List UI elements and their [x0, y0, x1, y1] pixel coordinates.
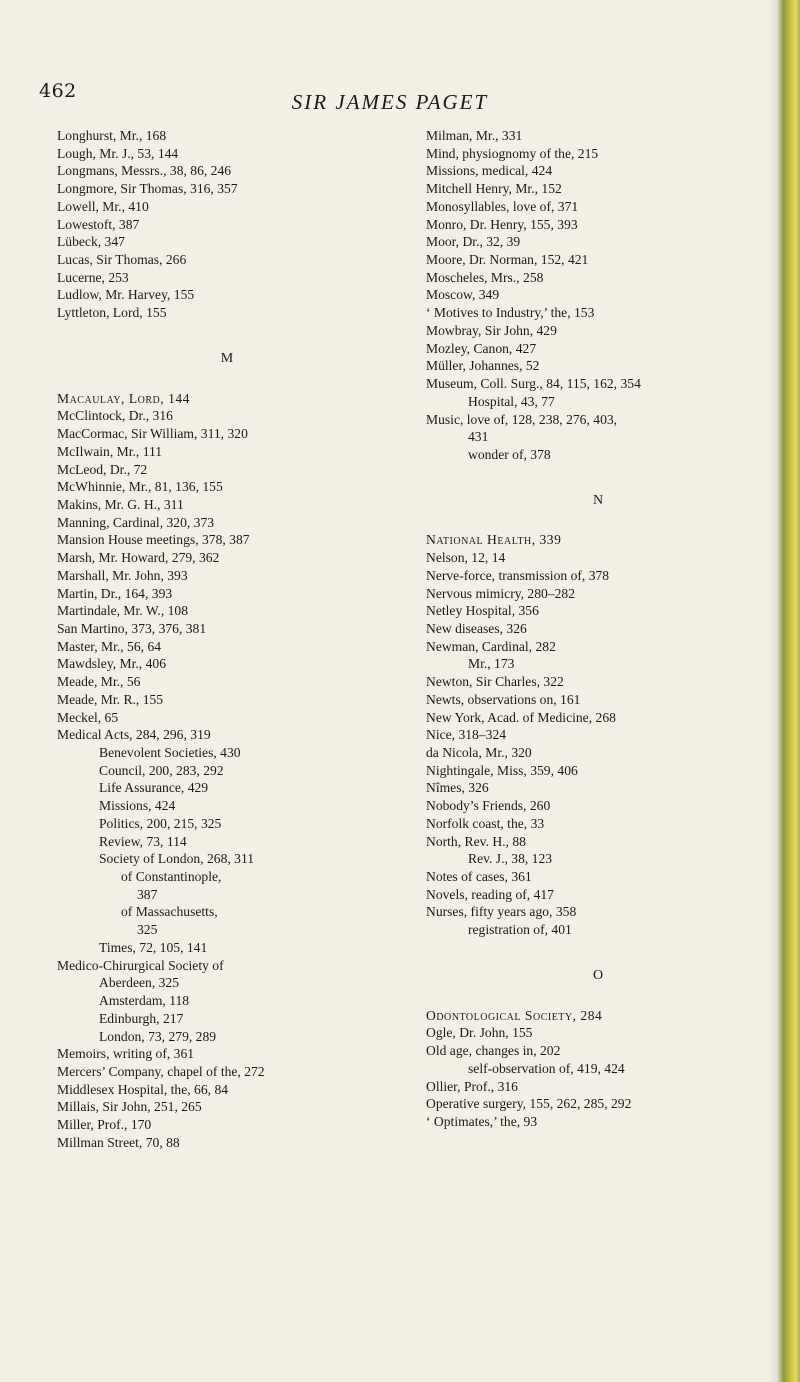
index-entry: Millman Street, 70, 88	[57, 1134, 180, 1150]
index-entry: Operative surgery, 155, 262, 285, 292	[426, 1096, 632, 1112]
index-subentry: wonder of, 378	[468, 446, 551, 462]
index-subentry: Edinburgh, 217	[99, 1010, 184, 1026]
index-entry: Nerve-force, transmission of, 378	[426, 567, 610, 583]
index-entry: Nurses, fifty years ago, 358	[426, 904, 577, 920]
index-entry: Newton, Sir Charles, 322	[426, 674, 564, 690]
running-title: SIR JAMES PAGET	[291, 90, 489, 114]
index-subentry: Benevolent Societies, 430	[99, 745, 241, 760]
index-subentry: Society of London, 268, 311	[99, 851, 255, 867]
index-subentry: of Constantinople,	[121, 869, 222, 885]
section-letter: O	[592, 967, 604, 983]
index-entry: Longhurst, Mr., 168	[57, 128, 167, 143]
index-entry: Martin, Dr., 164, 393	[57, 585, 173, 601]
index-subentry: Missions, 424	[99, 798, 176, 814]
index-entry: da Nicola, Mr., 320	[426, 745, 532, 760]
index-entry: McWhinnie, Mr., 81, 136, 155	[57, 479, 223, 495]
index-entry: Master, Mr., 56, 64	[57, 638, 162, 654]
index-entry: Museum, Coll. Surg., 84, 115, 162, 354	[426, 376, 641, 392]
index-entry: Millais, Sir John, 251, 265	[57, 1099, 202, 1115]
index-entry: Monro, Dr. Henry, 155, 393	[426, 216, 578, 232]
index-entry: Missions, medical, 424	[426, 163, 553, 179]
index-entry: Medical Acts, 284, 296, 319	[57, 727, 211, 743]
index-entry: Meade, Mr., 56	[57, 674, 141, 690]
index-entry: Nîmes, 326	[426, 780, 489, 796]
index-column-left	[57, 127, 397, 1152]
index-entry: Mawdsley, Mr., 406	[57, 656, 166, 672]
index-entry: Lough, Mr. J., 53, 144	[57, 145, 179, 161]
index-entry: Moore, Dr. Norman, 152, 421	[426, 252, 589, 268]
index-entry: Mind, physiognomy of the, 215	[426, 145, 599, 161]
index-entry: Netley Hospital, 356	[426, 603, 539, 619]
index-entry: Middlesex Hospital, the, 66, 84	[57, 1081, 229, 1097]
index-subentry: London, 73, 279, 289	[99, 1028, 217, 1044]
index-entry: New York, Acad. of Medicine, 268	[426, 709, 616, 725]
index-entry: Milman, Mr., 331	[426, 128, 523, 143]
index-subentry: Mr., 173	[468, 656, 515, 672]
index-entry: Moscheles, Mrs., 258	[426, 269, 544, 285]
index-entry: Lowell, Mr., 410	[57, 198, 149, 214]
index-entry: Moscow, 349	[426, 287, 500, 303]
index-entry: Mozley, Canon, 427	[426, 340, 537, 356]
index-entry: Longmans, Messrs., 38, 86, 246	[57, 163, 232, 179]
index-subentry: registration of, 401	[468, 922, 572, 938]
index-subentry: 325	[137, 922, 158, 938]
index-entry: Martindale, Mr. W., 108	[57, 603, 189, 619]
index-subentry: Review, 73, 114	[99, 833, 187, 849]
index-subentry: Council, 200, 283, 292	[99, 762, 224, 778]
index-entry: Nervous mimicry, 280–282	[426, 585, 576, 601]
index-entry: Nightingale, Miss, 359, 406	[426, 762, 578, 778]
index-entry: Meckel, 65	[57, 709, 119, 725]
page-number: 462	[39, 80, 77, 102]
index-entry: MacCormac, Sir William, 311, 320	[57, 426, 248, 442]
index-entry: Nelson, 12, 14	[426, 550, 506, 566]
index-entry: Mitchell Henry, Mr., 152	[426, 181, 562, 197]
index-entry: ‘ Motives to Industry,’ the, 153	[426, 305, 595, 321]
index-entry: ‘ Optimates,’ the, 93	[426, 1113, 538, 1129]
index-subentry: Rev. J., 38, 123	[468, 851, 553, 867]
index-entry: Marsh, Mr. Howard, 279, 362	[57, 550, 220, 566]
index-entry: Lucas, Sir Thomas, 266	[57, 252, 187, 268]
index-entry: Lucerne, 253	[57, 269, 129, 285]
index-subentry: Hospital, 43, 77	[468, 393, 555, 409]
index-entry: Manning, Cardinal, 320, 373	[57, 514, 215, 530]
index-subentry: 387	[137, 886, 158, 902]
index-entry: Nice, 318–324	[426, 727, 507, 743]
index-entry: Mansion House meetings, 378, 387	[57, 532, 250, 548]
index-entry: Mowbray, Sir John, 429	[426, 322, 557, 338]
index-entry: Memoirs, writing of, 361	[57, 1046, 195, 1062]
index-subentry: 431	[468, 429, 489, 445]
section-letter: N	[592, 492, 604, 508]
index-entry: Longmore, Sir Thomas, 316, 357	[57, 181, 238, 197]
index-entry: Medico-Chirurgical Society of	[57, 957, 224, 973]
index-entry: Lowestoft, 387	[57, 216, 140, 232]
index-entry: McClintock, Dr., 316	[57, 408, 173, 424]
index-entry: Old age, changes in, 202	[426, 1043, 561, 1059]
index-entry: North, Rev. H., 88	[426, 833, 526, 849]
index-entry: Mercers’ Company, chapel of the, 272	[57, 1063, 265, 1079]
index-entry: Macaulay, Lord, 144	[57, 390, 190, 406]
index-entry: Moor, Dr., 32, 39	[426, 234, 521, 250]
index-subentry: Times, 72, 105, 141	[99, 939, 208, 955]
index-entry: Notes of cases, 361	[426, 869, 532, 885]
section-letter: M	[220, 350, 234, 366]
index-subentry: Amsterdam, 118	[99, 993, 190, 1009]
index-subentry: of Massachusetts,	[121, 904, 218, 920]
index-entry: Makins, Mr. G. H., 311	[57, 496, 184, 512]
index-entry: Monosyllables, love of, 371	[426, 198, 579, 214]
index-subentry: Politics, 200, 215, 325	[99, 815, 222, 831]
index-entry: Ludlow, Mr. Harvey, 155	[57, 287, 195, 303]
index-entry: Meade, Mr. R., 155	[57, 691, 164, 707]
index-entry: Ogle, Dr. John, 155	[426, 1025, 533, 1041]
index-entry: Ollier, Prof., 316	[426, 1078, 518, 1094]
index-entry: National Health, 339	[426, 532, 562, 548]
index-entry: Müller, Johannes, 52	[426, 358, 540, 374]
book-edge	[778, 0, 800, 1382]
index-entry: Odontological Society, 284	[426, 1007, 603, 1023]
index-entry: Novels, reading of, 417	[426, 886, 554, 902]
index-entry: Lübeck, 347	[57, 234, 125, 250]
index-subentry: Aberdeen, 325	[99, 975, 180, 991]
index-entry: San Martino, 373, 376, 381	[57, 620, 207, 636]
index-entry: Norfolk coast, the, 33	[426, 815, 545, 831]
index-subentry: self-observation of, 419, 424	[468, 1060, 625, 1076]
index-subentry: Life Assurance, 429	[99, 780, 209, 796]
index-entry: Marshall, Mr. John, 393	[57, 567, 188, 583]
index-entry: Newman, Cardinal, 282	[426, 638, 556, 654]
index-entry: McLeod, Dr., 72	[57, 461, 148, 477]
index-entry: McIlwain, Mr., 111	[57, 443, 163, 459]
index-column-right	[426, 127, 770, 1131]
index-entry: Nobody’s Friends, 260	[426, 798, 551, 814]
index-entry: New diseases, 326	[426, 620, 527, 636]
index-entry: Miller, Prof., 170	[57, 1117, 152, 1133]
index-entry: Lyttleton, Lord, 155	[57, 305, 167, 321]
index-entry: Music, love of, 128, 238, 276, 403,	[426, 411, 618, 427]
index-entry: Newts, observations on, 161	[426, 691, 581, 707]
